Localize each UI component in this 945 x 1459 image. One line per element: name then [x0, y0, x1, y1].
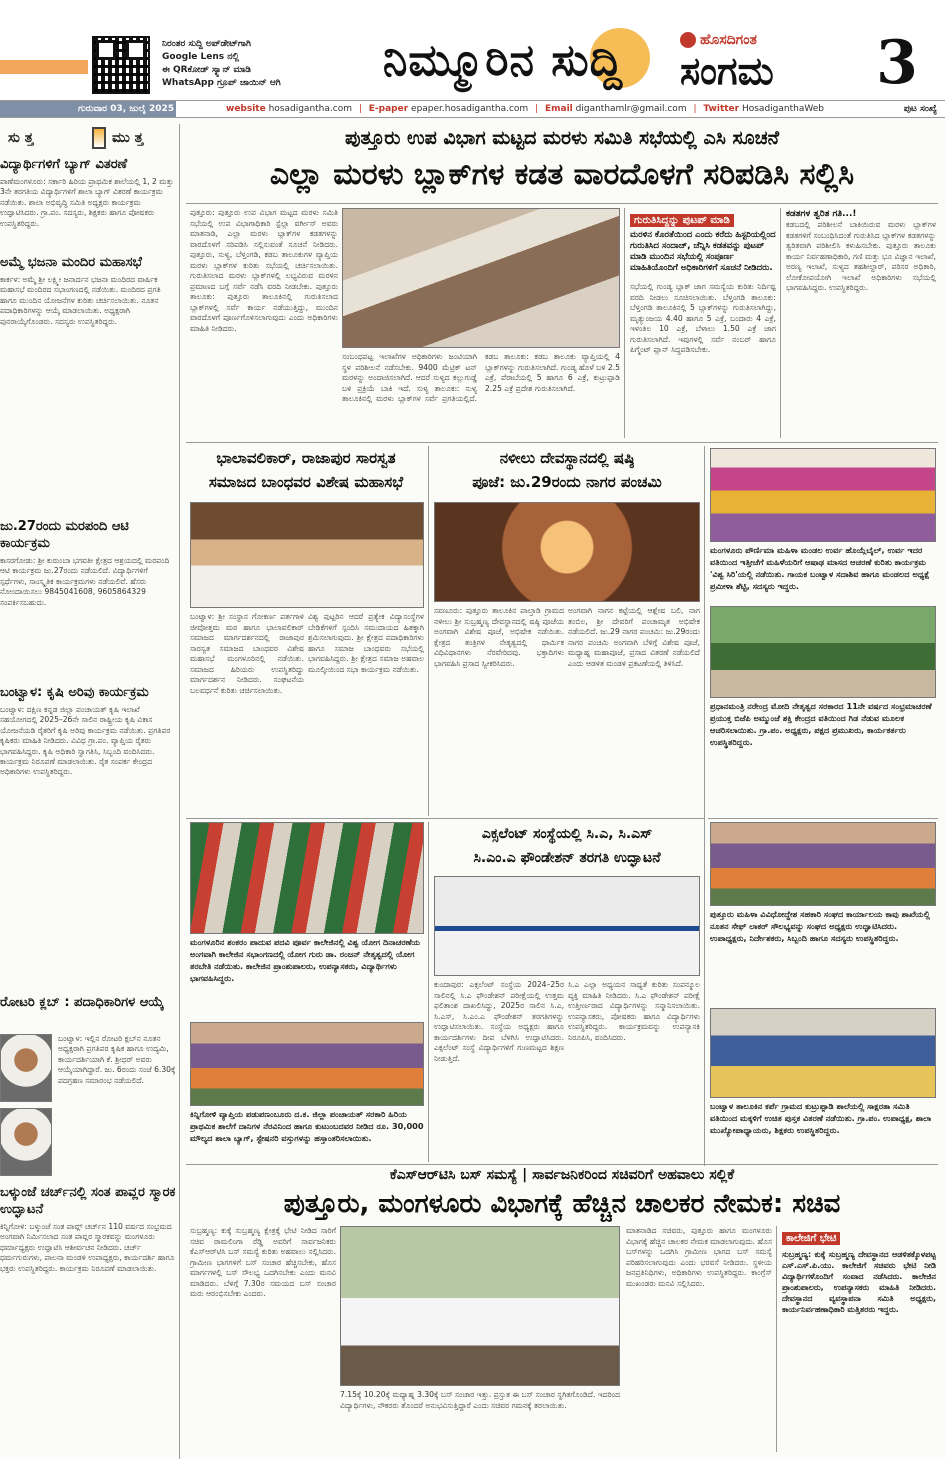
tree-planting-photo [710, 606, 936, 698]
qr-accent-bar [0, 60, 88, 74]
college-visit-title: ಕಾಲೇಜಿಗೆ ಭೇಟಿ [782, 1232, 840, 1245]
sidebar-story-headline: ವಿದ್ಯಾರ್ಥಿಗಳಿಗೆ ಬ್ಯಾಗ್ ವಿತರಣೆ [0, 157, 128, 172]
college-visit-box [782, 1226, 936, 1452]
promo-line: WhatsApp ಗ್ರೂಪ್ ಜಾಯಿನ್ ಆಗಿ [162, 78, 281, 88]
brand-logo-icon [680, 32, 696, 48]
epaper-link[interactable]: epaper.hosadigantha.com [411, 104, 529, 114]
divider [780, 208, 781, 438]
separator: | [358, 104, 362, 114]
book-distribution-photo [710, 1008, 936, 1098]
minister-visit-photo [340, 1226, 620, 1386]
divider [704, 446, 705, 1166]
lead-column-4-kicker: ಕಡತಗಳ ತ್ವರಿತ ಗತಿ...! [786, 209, 857, 219]
excellent-column-2: ಸಿ.ಎ ಎಲ್ಲಾ ಅಧ್ಯಯನ ಸಾಧ್ಯತೆ ಕುರಿತು ಸಂಪನ್ಮೂಲ ವ್ಯಕ್ತಿ ಮಾಹಿತಿ ನೀಡಿದರು. ಸಿ.ಎ ಫೌಂಡೇಶನ್ ಪರೀಕ್ಷೆ ಉತ್ತೀರ್ಣರಾದ ವಿದ್ಯಾರ್ಥಿಗಳನ್ನು ಸನ್ಮಾನಿಸಲಾಯಿತು. ಉಪನ್ಯಾಸಕರು, ಪೋಷಕರು ಹಾಗೂ ವಿದ್ಯಾರ್ಥಿಗಳು ಉಪಸ್ಥಿತರಿದ್ದರು. ಕಾರ್ಯಕ್ರಮವನ್ನು ಉಪನ್ಯಾಸಕಿ ನಿರೂಪಿಸಿ, ವಂದಿಸಿದರು. [568, 980, 700, 1042]
headline-line: ನಳೀಲು ದೇವಸ್ಥಾನದಲ್ಲಿ ಷಷ್ಠಿ [499, 449, 635, 467]
sidebar-story-headline: ಬಳ್ಕುಂಜೆ ಚರ್ಚ್‌ನಲ್ಲಿ ಸಂತ ಪಾವ್ಲರ ಸ್ಮಾರಕ ಉದ್ಘಾಟನೆ [0, 1185, 176, 1217]
masthead-title: ನಿಮ್ಮೂರಿನ ಸುದ್ದಿ [382, 35, 624, 86]
photo-caption: ಮಂಗಳೂರು ಪೌರ್ಣಿಮಾ ಮಹಿಳಾ ಮಂಡಲ ಉರ್ವ ಹೊಯ್ಗೆಬೈಲ್, ಉರ್ವ ಇದರ ವತಿಯಿಂದ ಇತ್ತೀಚೆಗೆ ಮಹಿಳೆಯರಿಗೆ ಆಷಾಢ ಮಾಸದ ಆಚರಣೆ ಕುರಿತು ಕಾರ್ಯಕ್ರಮ 'ವಿಶ್ವ ಸಿರಿ'ಯಲ್ಲಿ ನಡೆಯಿತು. ಗಾಯಕ ಬಂಟ್ವಾಳ ಸದಾಶಿವ ಹಾಗೂ ಮಂಡಲದ ಅಧ್ಯಕ್ಷೆ ಪ್ರಮೀಳಾ ಶೆಟ್ಟಿ, ಸದಸ್ಯರು ಇದ್ದರು. [710, 545, 930, 591]
sidebar-logo [0, 124, 180, 154]
headline-line: ಸಿ.ಎಂ.ಎ ಫೌಂಡೇಶನ್ ತರಗತಿ ಉದ್ಘಾಟನೆ [473, 850, 661, 866]
portrait-photo [0, 1034, 52, 1102]
lead-box-title: ಗುರುತಿಸಿದ್ದನ್ನು ಪುಟಪ್ ಮಾಡಿ [630, 214, 734, 227]
sidebar-logo-left: ಸು ತ್ತ [8, 130, 34, 146]
lead-box-lead: ಮರಳಿನ ಕೊರತೆಯಿಂದ ಎಂದು ಕರೆದು ಹಿಸ್ಟರಿಯಲ್ಲಿಂದ ಗುರುತಿಸಿದ ಸಂದಾಜ್, ಚೆನ್ನಿಸಿ ಕಡತವನ್ನು ಪುಟಪ್ ಮಾಡಿ ಮುಂದಿನ ಸಭೆಯಲ್ಲಿ ಸಂಪೂರ್ಣ ಮಾಹಿತಿಯೊಂದಿಗೆ ಅಧಿಕಾರಿಗಳಿಗೆ ಸೂಚನೆ ನೀಡಿದರು. [630, 230, 776, 273]
college-visit-body: ಸುಬ್ರಹ್ಮಣ್ಯ: ಕುಕ್ಕೆ ಸುಬ್ರಹ್ಮಣ್ಯ ದೇವಸ್ಥಾನದ ಆಡಳಿತಕ್ಕೊಳಪಟ್ಟ ಎಸ್.ಎಸ್.ಪಿ.ಯು. ಕಾಲೇಜಿಗೆ ಸಚಿವರು ಭೇಟಿ ನೀಡಿ ವಿದ್ಯಾರ್ಥಿಗಳೊಂದಿಗೆ ಸಂವಾದ ನಡೆಸಿದರು. ಕಾಲೇಜಿನ ಪ್ರಾಂಶುಪಾಲರು, ಉಪನ್ಯಾಸಕರು ಮಾಹಿತಿ ನೀಡಿದರು. ದೇವಸ್ಥಾನದ ವ್ಯವಸ್ಥಾಪನಾ ಸಮಿತಿ ಅಧ್ಯಕ್ಷರು, ಕಾರ್ಯನಿರ್ವಹಣಾಧಿಕಾರಿ ಮತ್ತಿತರರು ಇದ್ದರು. [782, 1250, 936, 1314]
bottom-column-1: ಸುಬ್ರಹ್ಮಣ್ಯ: ಕುಕ್ಕೆ ಸುಬ್ರಹ್ಮಣ್ಯ ಕ್ಷೇತ್ರಕ್ಕೆ ಭೇಟಿ ನೀಡಿದ ಸಾರಿಗೆ ಸಚಿವ ರಾಮಲಿಂಗಾ ರೆಡ್ಡಿ ಅವರಿಗೆ ಸಾರ್ವಜನಿಕರು ಕೆಎಸ್ಆರ್‌ಟಿಸಿ ಬಸ್ ಸಮಸ್ಯೆ ಕುರಿತು ಅಹವಾಲು ಸಲ್ಲಿಸಿದರು. ಗ್ರಾಮೀಣ ಭಾಗಗಳಿಗೆ ಬಸ್ ಸಂಚಾರ ಹೆಚ್ಚಿಸಬೇಕು, ಹೊಸ ಮಾರ್ಗಗಳಲ್ಲಿ ಬಸ್ ಸೌಲಭ್ಯ ಒದಗಿಸಬೇಕು ಎಂದು ಮನವಿ ಮಾಡಿದರು. ಬೆಳಿಗ್ಗೆ 7.30ರ ಸಮಯದ ಬಸ್ ಸಂಚಾರ ಮರು ಆರಂಭಿಸಬೇಕು ಎಂದರು. [190, 1226, 336, 1298]
photo-caption: ಬಂಟ್ವಾಳ ತಾಲೂಕಿನ ಕರ್ಪೆ ಗ್ರಾಮದ ಕುಟ್ರುಪ್ಪಾಡಿ ಶಾಲೆಯಲ್ಲಿ ಸಾಕ್ಷರತಾ ಸಮಿತಿ ವತಿಯಿಂದ ಮಕ್ಕಳಿಗೆ ಉಚಿತ ಪುಸ್ತಕ ವಿತರಣೆ ನಡೆಯಿತು. ಗ್ರಾ.ಪಂ. ಉಪಾಧ್ಯಕ್ಷ, ಶಾಲಾ ಮುಖ್ಯೋಪಾಧ್ಯಾಯರು, ಶಿಕ್ಷಕರು ಉಪಸ್ಥಿತರಿದ್ದರು. [710, 1101, 932, 1135]
meeting-stage-photo [190, 502, 424, 608]
promo-line: ನಿರಂತರ ಸುದ್ದಿ ಅಪ್‌ಡೇಟ್‌ಗಾಗಿ [162, 39, 251, 49]
issue-date: ಗುರುವಾರ 03, ಜುಲೈ 2025 [0, 101, 176, 117]
sidebar-story[interactable] [0, 156, 176, 248]
sidebar-story-headline: ಜು.27ರಂದು ಮರಪಂದಿ ಆಟಿ ಕಾರ್ಯಕ್ರಮ [0, 519, 129, 551]
lead-kicker: ಪುತ್ತೂರು ಉಪ ವಿಭಾಗ ಮಟ್ಟದ ಮರಳು ಸಮಿತಿ ಸಭೆಯಲ್ಲಿ ಎಸಿ ಸೂಚನೆ [345, 127, 779, 149]
sidebar-story[interactable] [0, 684, 176, 974]
sidebar-story-body: ಬಂಟ್ವಾಳ: ಇಲ್ಲಿನ ರೋಟರಿ ಕ್ಲಬ್‌ನ ನೂತನ ಅಧ್ಯಕ್ಷರಾಗಿ ಪ್ರಗತಿಪರ ಕೃಷಿಕ ಹಾಗೂ ಉದ್ಯಮಿ, ಕಾರ್ಯದರ್ಶಿಯಾಗಿ ಕೆ. ಶ್ರೀಧರ್ ಅವರು ಆಯ್ಕೆಯಾಗಿದ್ದಾರೆ. ಜು. 6ರಂದು ಸಂಜೆ 6.30ಕ್ಕೆ ಪದಗ್ರಹಣ ಸಮಾರಂಭ ನಡೆಯಲಿದೆ. [58, 1034, 176, 1085]
sidebar-story[interactable] [0, 1184, 176, 1454]
bhalavalikar-headline[interactable] [186, 446, 426, 498]
sidebar-story[interactable] [0, 518, 176, 668]
award-ceremony-photo [434, 876, 700, 976]
bhalavalikar-column-2: ವಿಶ್ವ ಪುಟ್ಟರಿನ ಆದರೆ ಪ್ರತ್ಯೇಕ ವಿದ್ಯಾಸಂಸ್ಥೆಗಳ ಬೇಡಿಕೆಗಳಿಗೆ ಸ್ಪಂದಿಸಿ ಸಮುದಾಯದ ಹಿತಕ್ಕಾಗಿ ಶ್ರಮಿಸಲಾಗುವುದು. ಶ್ರೀ ಕ್ಷೇತ್ರದ ಪದಾಧಿಕಾರಿಗಳು ಹಾಗೂ ಸಮಾಜ ಬಾಂಧವರು ಸಭೆಯಲ್ಲಿ ಭಾಗವಹಿಸಿದ್ದರು. ಶ್ರೀ ಕ್ಷೇತ್ರದ ಸಮಾಜ ಅಹವಾಲ ಮೂಲ್ಕೀಯಿಂದ ಸಭಾ ಕಾರ್ಯಕ್ರಮ ನಡೆಯಿತು. [308, 612, 424, 674]
divider [624, 208, 625, 438]
meeting-photo [342, 208, 620, 348]
masthead [0, 0, 945, 100]
portrait-photo [0, 1108, 52, 1176]
divider [776, 1226, 777, 1452]
promo-line: ಈ QRಕೋಡ್ ಸ್ಕ್ಯಾನ್ ಮಾಡಿ [162, 65, 251, 75]
contact-links [226, 101, 824, 117]
lead-column-3: ಸಭೆಯಲ್ಲಿ ಗುಂಡ್ಯ ಬ್ಲಾಕ್ ಜಾಗ ಸಮಸ್ಯೆಯ ಕುರಿತು ನಿರ್ದಿಷ್ಟ ವರದಿ ನೀಡಲು ಸೂಚಿಸಲಾಯಿತು. ಬೆಳ್ತಂಗಡಿ ತಾಲೂಕು: ಬೆಳ್ತಂಗಡಿ ತಾಲೂಕಿನಲ್ಲಿ 5 ಬ್ಲಾಕ್‌ಗಳನ್ನು ಗುರುತಿಸಲಾಗಿದ್ದು, ಮೃತ್ಯುಂಜಯ 4.40 ಹಾಗೂ 5 ಎಕ್ರೆ, ಬಂದಾರು 4 ಎಕ್ರೆ, ಇಳಂತಿಲ 10 ಎಕ್ರೆ, ಬೆಳಾಲು 1.50 ಎಕ್ರೆ ಜಾಗ ಗುರುತಿಸಲಾಗಿದೆ. ಇವುಗಳಲ್ಲಿ ಸರ್ವೆ ನಂಬರ್ ಹಾಗೂ ಪಿಗ್ಮೆಂಟ್ ಪ್ಲಾನ್ ಸಿದ್ಧಪಡಿಸಬೇಕು. [630, 282, 776, 354]
sidebar-suttamutta [0, 124, 180, 1459]
email-link[interactable]: diganthamlr@gmail.com [575, 104, 687, 114]
sidebar-story-body: ಕಾಸರಗೋಡು: ಶ್ರೀ ಕುರುಂಬಾ ಭಗವತೀ ಕ್ಷೇತ್ರದ ಆಶ್ರಯದಲ್ಲಿ ಮರಪಂದಿ ಆಟಿ ಕಾರ್ಯಕ್ರಮ ಜು.27ರಂದು ನಡೆಯಲಿದೆ. ವಿದ್ಯಾರ್ಥಿಗಳಿಗೆ ಸ್ಪರ್ಧೆಗಳು, ಸಾಂಸ್ಕೃತಿಕ ಕಾರ್ಯಕ್ರಮಗಳು ನಡೆಯಲಿವೆ. ಹೆಸರು ನೋಂದಾಯಿಸಲು 9845041608, 9605864329 ಸಂಪರ್ಕಿಸಬಹುದು. [0, 556, 170, 607]
photo-caption: ಕಿನ್ನಿಗೋಳಿ ವ್ಯಾಪ್ತಿಯ ಪಡುಪಣಂಬೂರು ದ.ಕ. ಜಿಲ್ಲಾ ಪಂಚಾಯತ್ ಸರಕಾರಿ ಹಿರಿಯ ಪ್ರಾಥಮಿಕ ಶಾಲೆಗೆ ದಾನಿಗಳ ನೆರವಿನಿಂದ ಹಾಗೂ ಕುಟುಂಬದವರ ನೀಡಿದ ರೂ. 30,000 ಮೌಲ್ಯದ ಶಾಲಾ ಬ್ಯಾಗ್, ಸ್ಟೇಷನರಿ ವಸ್ತುಗಳನ್ನು ಹಸ್ತಾಂತರಿಸಲಾಯಿತು. [190, 1109, 424, 1143]
page-number: 3 [876, 28, 918, 98]
bhalavalikar-column-1: ಬಂಟ್ವಾಳ: ಶ್ರೀ ಸಂಸ್ಥಾನ ಗೋಕರ್ಣ ಪರ್ತಗಾಳಿ ಜೀವೋತ್ತಮ ಮಠ ಹಾಗೂ ಭಾಲಾವಲಿಕಾರ್ ಸಮಾಜದ ಮಾರ್ಗದರ್ಶನದಲ್ಲಿ ರಾಜಾಪುರ ಸಾರಸ್ವತ ಸಮಾಜದ ಬಾಂಧವರ ವಿಶೇಷ ಮಹಾಸಭೆ ಮಂಗಳೂರಿನಲ್ಲಿ ನಡೆಯಿತು. ಸಮಾಜದ ಹಿರಿಯರು ಉಪಸ್ಥಿತರಿದ್ದು ಮಾರ್ಗದರ್ಶನ ನೀಡಿದರು. ಸಂಘಟನೆಯ ಬಲವರ್ಧನೆ ಕುರಿತು ಚರ್ಚಿಸಲಾಯಿತು. [190, 612, 304, 695]
sidebar-story-headline: ಬಂಟ್ವಾಳ: ಕೃಷಿ ಅರಿವು ಕಾರ್ಯಕ್ರಮ [0, 685, 149, 700]
nalilu-column-1: ಸವಣೂರು: ಪುತ್ತೂರು ತಾಲೂಕಿನ ಪಾಲ್ತಾಡಿ ಗ್ರಾಮದ ನಳೀಲು ಶ್ರೀ ಸುಬ್ರಹ್ಮಣ್ಯ ದೇವಸ್ಥಾನದಲ್ಲಿ ಷಷ್ಠಿ ಪೂಜೆಯ ಅಂಗವಾಗಿ ವಿಶೇಷ ಪೂಜೆ, ಅಭಿಷೇಕ ನಡೆಯಿತು. ಕ್ಷೇತ್ರದ ತಂತ್ರಿಗಳ ನೇತೃತ್ವದಲ್ಲಿ ಧಾರ್ಮಿಕ ವಿಧಿವಿಧಾನಗಳು ನೆರವೇರಿದವು. ಭಕ್ತಾದಿಗಳು ಭಾಗವಹಿಸಿ ಪ್ರಸಾದ ಸ್ವೀಕರಿಸಿದರು. [434, 606, 564, 668]
headline-line: ಭಾಲಾವಲಿಕಾರ್, ರಾಜಾಪುರ ಸಾರಸ್ವತ [216, 449, 396, 467]
sidebar-story-body: ಕಿನ್ನಿಗೋಳಿ: ಬಳ್ಕುಂಜೆ ಸಂತ ಪಾವ್ಲ್ ಚರ್ಚ್‌ನ 110 ವರ್ಷದ ಸಂಭ್ರಮದ ಅಂಗವಾಗಿ ನಿರ್ಮಿಸಲಾದ ಸಂತ ಪಾವ್ಲರ ಸ್ಮಾರಕವನ್ನು ಮಂಗಳೂರು ಧರ್ಮಾಧ್ಯಕ್ಷರು ಉದ್ಘಾಟಿಸಿ ಆಶೀರ್ವಚನ ನೀಡಿದರು. ಚರ್ಚ್ ಧರ್ಮಗುರುಗಳು, ಪಾಲನಾ ಮಂಡಳಿ ಉಪಾಧ್ಯಕ್ಷರು, ಕಾರ್ಯದರ್ಶಿ ಹಾಗೂ ಭಕ್ತರು ಉಪಸ್ಥಿತರಿದ್ದರು. ಕಾರ್ಯಕ್ರಮ ನಿರೂಪಣೆ ಮಾಡಲಾಯಿತು. [0, 1222, 175, 1273]
nalilu-headline[interactable] [432, 446, 702, 498]
temple-photo [434, 502, 700, 602]
divider [428, 822, 429, 1162]
website-link[interactable]: hosadigantha.com [268, 104, 352, 114]
excellent-headline[interactable] [432, 822, 702, 874]
headline-line: ಎಕ್ಸಲೆಂಟ್ ಸಂಸ್ಥೆಯಲ್ಲಿ ಸಿ.ಎ, ಸಿ.ಎಸ್ [481, 826, 653, 842]
sidebar-story-headline: ಅಮ್ಮೆ ಭಜನಾ ಮಂದಿರ ಮಹಾಸಭೆ [0, 255, 142, 270]
website-label: website [226, 104, 266, 114]
sidebar-story-headline: ರೋಟರಿ ಕ್ಲಬ್ : ಪದಾಧಿಕಾರಿಗಳ ಆಯ್ಕೆ [0, 995, 164, 1010]
cooperative-society-photo [710, 822, 936, 906]
headline-line: ಸಮಾಜದ ಬಾಂಧವರ ವಿಶೇಷ ಮಹಾಸಭೆ [208, 473, 404, 491]
qr-promo-text [162, 38, 332, 90]
lead-column-2: ಸಂಬಂಧಪಟ್ಟ ಇಲಾಖೆಗಳ ಅಧಿಕಾರಿಗಳು ಜಂಟಿಯಾಗಿ ಸ್ಥಳ ಪರಿಶೀಲನೆ ನಡೆಸಬೇಕು. 9400 ಮೆಟ್ರಿಕ್ ಟನ್ ಮರಳನ್ನು ಅಂದಾಜಿಸಲಾಗಿದೆ. ಆದರೆ ಸುಳ್ಯದ ಕಲ್ಲುಗುಡ್ಡೆ ಬಳಿ ಪ್ರಕ್ರಿಯೆ ಬಾಕಿ ಇದೆ. ಸುಳ್ಯ ತಾಲೂಕು: ಸುಳ್ಯ ತಾಲೂಕಿನಲ್ಲಿ ಮರಳು ಬ್ಲಾಕ್‌ಗಳ ಸರ್ವೆ ಪ್ರಗತಿಯಲ್ಲಿದೆ. ಕಡಬ ತಾಲೂಕು: ಕಡಬ ತಾಲೂಕು ವ್ಯಾಪ್ತಿಯಲ್ಲಿ 4 ಬ್ಲಾಕ್‌ಗಳನ್ನು ಗುರುತಿಸಲಾಗಿದೆ. ಗುಂಡ್ಯ ಹೊಳೆ ಬಳಿ 2.5 ಎಕ್ರೆ, ಪೆರಾಬೆಯಲ್ಲಿ 5 ಹಾಗೂ 6 ಎಕ್ರೆ, ಕುಟ್ರುಪ್ಪಾಡಿ 2.25 ಎಕ್ರೆ ಪ್ರದೇಶ ಗುರುತಿಸಲಾಗಿದೆ. [342, 352, 620, 403]
sidebar-story-body: ಬಂಟ್ವಾಳ: ದಕ್ಷಿಣ ಕನ್ನಡ ಜಿಲ್ಲಾ ಪಂಚಾಯತ್ ಕೃಷಿ ಇಲಾಖೆ ಸಹಯೋಗದಲ್ಲಿ 2025–26ನೇ ಸಾಲಿನ ರಾಷ್ಟ್ರೀಯ ಕೃಷಿ ವಿಕಾಸ ಯೋಜನೆಯಡಿ ರೈತರಿಗೆ ಕೃಷಿ ಅರಿವು ಕಾರ್ಯಕ್ರಮ ನಡೆಯಿತು. ಪ್ರಗತಿಪರ ಕೃಷಿಕರು ಮಾಹಿತಿ ನೀಡಿದರು. ವಿವಿಧ ಗ್ರಾ.ಪಂ. ವ್ಯಾಪ್ತಿಯ ರೈತರು ಭಾಗವಹಿಸಿದ್ದರು. ಕೃಷಿ ಅಧಿಕಾರಿ ಸ್ವಾಗತಿಸಿ, ಸಿಬ್ಬಂದಿ ವಂದಿಸಿದರು. ಕಾರ್ಯಕ್ರಮ ನಿರೂಪಣೆ ಮಾಡಲಾಯಿತು. ರೈತ ಸಂಪರ್ಕ ಕೇಂದ್ರದ ಅಧಿಕಾರಿಗಳು ಉಪಸ್ಥಿತರಿದ್ದರು. [0, 705, 171, 777]
sidebar-story-body: ಕಾರ್ಕಳ: ಅಮ್ಮೆ ಶ್ರೀ ಲಕ್ಷ್ಮೀ ಜನಾರ್ದನ ಭಜನಾ ಮಂದಿರದ ವಾರ್ಷಿಕ ಮಹಾಸಭೆ ಮಂದಿರದ ಸಭಾಂಗಣದಲ್ಲಿ ನಡೆಯಿತು. ಮಂದಿರದ ಪ್ರಗತಿ ಹಾಗೂ ಮುಂದಿನ ಯೋಜನೆಗಳ ಕುರಿತು ಚರ್ಚಿಸಲಾಯಿತು. ನೂತನ ಪದಾಧಿಕಾರಿಗಳನ್ನು ಆಯ್ಕೆ ಮಾಡಲಾಯಿತು. ಅಧ್ಯಕ್ಷರಾಗಿ ಪುನರಾಯ್ಕೆಗೊಂಡರು. ಸದಸ್ಯರು ಉಪಸ್ಥಿತರಿದ್ದರು. [0, 275, 161, 326]
divider [428, 446, 429, 816]
separator: | [693, 104, 697, 114]
bottom-headline-block [186, 1165, 938, 1223]
photo-caption: ಪುತ್ತೂರು ಮಹಿಳಾ ವಿವಿಧೋದ್ದೇಶ ಸಹಕಾರಿ ಸಂಘದ ಕಾರ್ಯಾಲಯ ಕಾವು ಶಾಖೆಯಲ್ಲಿ ನೂತನ ಸೇಫ್ ಲಾಕರ್ ಸೌಲಭ್ಯವನ್ನು ಸಂಘದ ಅಧ್ಯಕ್ಷರು ಉದ್ಘಾಟಿಸಿದರು. ಉಪಾಧ್ಯಕ್ಷರು, ನಿರ್ದೇಶಕರು, ಸಿಬ್ಬಂದಿ ಹಾಗೂ ಸದಸ್ಯರು ಉಪಸ್ಥಿತರಿದ್ದರು. [710, 909, 931, 943]
brand [680, 30, 840, 96]
photo-caption: ಮಂಗಳೂರಿನ ಶಂಕರಂ ಪಾದುವ ಪದವಿ ಪೂರ್ವ ಕಾಲೇಜಿನಲ್ಲಿ ವಿಶ್ವ ಯೋಗ ದಿನಾಚರಣೆಯ ಅಂಗವಾಗಿ ಕಾಲೇಜಿನ ಸಭಾಂಗಣದಲ್ಲಿ ಯೋಗ ಗುರು ಡಾ. ರಂಜನ್ ನೇತೃತ್ವದಲ್ಲಿ ಯೋಗ ತರಬೇತಿ ನಡೆಯಿತು. ಕಾಲೇಜಿನ ಪ್ರಾಂಶುಪಾಲರು, ಉಪನ್ಯಾಸಕರು, ವಿದ್ಯಾರ್ಥಿಗಳು ಭಾಗವಹಿಸಿದ್ದರು. [190, 937, 421, 983]
bottom-column-2: 7.15ಕ್ಕೆ 10.20ಕ್ಕೆ ಮಧ್ಯಾಹ್ನ 3.30ಕ್ಕೆ ಬಸ್ ಸಂಚಾರ ಇತ್ತು. ಪ್ರಸ್ತುತ ಈ ಬಸ್ ಸಂಚಾರ ಸ್ಥಗಿತಗೊಂಡಿದೆ. ಇದರಿಂದ ವಿದ್ಯಾರ್ಥಿಗಳು, ನೌಕರರು ತೊಂದರೆ ಅನುಭವಿಸುತ್ತಿದ್ದಾರೆ ಎಂದು ಸಚಿವರ ಗಮನಕ್ಕೆ ತರಲಾಯಿತು. [340, 1390, 620, 1410]
yoga-day-photo [190, 822, 424, 934]
sidebar-logo-icon [92, 127, 106, 149]
sidebar-story-body: ಪಾಣೆಮಂಗಳೂರು: ಸರ್ಕಾರಿ ಹಿರಿಯ ಪ್ರಾಥಮಿಕ ಶಾಲೆಯಲ್ಲಿ 1, 2 ಮತ್ತು 3ನೇ ತರಗತಿಯ ವಿದ್ಯಾರ್ಥಿಗಳಿಗೆ ಶಾಲಾ ಬ್ಯಾಗ್ ವಿತರಣೆ ಕಾರ್ಯಕ್ರಮ ನಡೆಯಿತು. ಶಾಲಾ ಅಭಿವೃದ್ಧಿ ಸಮಿತಿ ಅಧ್ಯಕ್ಷರು ಕಾರ್ಯಕ್ರಮ ಉದ್ಘಾಟಿಸಿದರು. ಗ್ರಾ.ಪಂ. ಸದಸ್ಯರು, ಶಿಕ್ಷಕರು ಹಾಗೂ ಪೋಷಕರು ಉಪಸ್ಥಿತರಿದ್ದರು. [0, 177, 174, 228]
twitter-label: Twitter [703, 104, 740, 114]
twitter-link[interactable]: HosadiganthaWeb [741, 104, 824, 114]
separator: | [535, 104, 539, 114]
bottom-kicker: ಕೆಎಸ್ಆರ್‌ಟಿಸಿ ಬಸ್ ಸಮಸ್ಯೆ | ಸಾರ್ವಜನಿಕರಿಂದ ಸಚಿವರಿಗೆ ಅಹವಾಲು ಸಲ್ಲಿಕೆ [389, 1167, 735, 1183]
divider [708, 818, 938, 819]
info-bar [0, 100, 945, 118]
women-association-photo [710, 448, 936, 542]
nalilu-column-2: ಅಂಗವಾಗಿ ನಾಗನ ಕಟ್ಟೆಯಲ್ಲಿ ಆಶ್ಲೇಷ ಬಲಿ, ನಾಗ ತಂಬಿಲ, ಶ್ರೀ ದೇವರಿಗೆ ಪಂಚಾಮೃತ ಅಭಿಷೇಕ ನಡೆಯಲಿದೆ. ಜು.29 ನಾಗರ ಪಂಚಮಿ: ಜು.29ರಂದು ನಾಗರ ಪಂಚಮಿ ಅಂಗವಾಗಿ ಬೆಳಿಗ್ಗೆ ವಿಶೇಷ ಪೂಜೆ, ಮಧ್ಯಾಹ್ನ ಮಹಾಪೂಜೆ, ಪ್ರಸಾದ ವಿತರಣೆ ನಡೆಯಲಿದೆ ಎಂದು ಆಡಳಿತ ಮಂಡಳಿ ಪ್ರಕಟಣೆಯಲ್ಲಿ ತಿಳಿಸಿದೆ. [568, 606, 700, 668]
lead-headline[interactable]: ಎಲ್ಲಾ ಮರಳು ಬ್ಲಾಕ್‌ಗಳ ಕಡತ ವಾರದೊಳಗೆ ಸರಿಪಡಿಸಿ ಸಲ್ಲಿಸಿ [269, 157, 855, 192]
photo-caption: ಪ್ರಧಾನಮಂತ್ರಿ ನರೇಂದ್ರ ಮೋದಿ ನೇತೃತ್ವದ ಸರಕಾರದ 11ನೇ ವರ್ಷದ ಸಂಭ್ರಮಾಚರಣೆ ಪ್ರಯುಕ್ತ ಬಿಜೆಪಿ ಅಮ್ಮುಂಜೆ ಶಕ್ತಿ ಕೇಂದ್ರದ ವತಿಯಿಂದ ಗಿಡ ನೆಡುವ ಮೂಲಕ ಆಚರಿಸಲಾಯಿತು. ಗ್ರಾ.ಪಂ. ಅಧ್ಯಕ್ಷರು, ಪಕ್ಷದ ಪ್ರಮುಖರು, ಕಾರ್ಯಕರ್ತರು ಉಪಸ್ಥಿತರಿದ್ದರು. [710, 701, 932, 747]
sidebar-story[interactable] [0, 254, 176, 402]
school-students-photo [190, 1022, 424, 1106]
bottom-headline[interactable]: ಪುತ್ತೂರು, ಮಂಗಳೂರು ವಿಭಾಗಕ್ಕೆ ಹೆಚ್ಚಿನ ಚಾಲಕರ ನೇಮಕ: ಸಚಿವ [283, 1189, 841, 1219]
divider [186, 203, 938, 204]
sidebar-logo-right: ಮು ತ್ತ [112, 130, 144, 146]
promo-line: Google Lens ನಲ್ಲಿ [162, 52, 240, 62]
headline-line: ಪೂಜೆ: ಜು.29ರಂದು ನಾಗರ ಪಂಚಮಿ [472, 473, 662, 491]
epaper-label: E-paper [368, 104, 409, 114]
divider [186, 442, 938, 443]
page-tag: ಪುಟ ಸಂಖ್ಯೆ [903, 104, 937, 114]
brand-name: ಹೊಸದಿಗಂತ [700, 32, 757, 48]
excellent-column-1: ಕುಂದಾಪುರ: ಎಕ್ಸಲೆಂಟ್ ಸಂಸ್ಥೆಯ 2024–25ರ ಸಾಲಿನಲ್ಲಿ ಸಿ.ಎ ಫೌಂಡೇಶನ್ ಪರೀಕ್ಷೆಯಲ್ಲಿ ಉತ್ತಮ ಫಲಿತಾಂಶ ದಾಖಲಿಸಿದ್ದು, 2025ರ ಸಾಲಿನ ಸಿ.ಎ, ಸಿ.ಎಸ್, ಸಿ.ಎಂ.ಎ ಫೌಂಡೇಶನ್ ತರಗತಿಗಳನ್ನು ಉದ್ಘಾಟಿಸಲಾಯಿತು. ಸಂಸ್ಥೆಯ ಅಧ್ಯಕ್ಷರು ಹಾಗೂ ಕಾರ್ಯದರ್ಶಿಗಳು ದೀಪ ಬೆಳಗಿಸಿ ಉದ್ಘಾಟಿಸಿದರು. ಎಕ್ಸಲೆಂಟ್ ಸಂಸ್ಥೆ ವಿದ್ಯಾರ್ಥಿಗಳಿಗೆ ಗುಣಮಟ್ಟದ ಶಿಕ್ಷಣ ನೀಡುತ್ತಿದೆ. [434, 980, 564, 1063]
lead-highlight-box [630, 208, 776, 278]
qr-code-icon[interactable] [92, 36, 150, 94]
divider [186, 818, 704, 819]
email-label: Email [544, 104, 573, 114]
lead-column-4-body: ಕಡಬದಲ್ಲಿ ಪರಿಶೀಲನೆ ಬಾಕಿಯಿರುವ ಮರಳು ಬ್ಲಾಕ್‌ಗಳ ಕಡತಗಳಿಗೆ ಸಂಬಂಧಿಸಿದಂತೆ ಗುರುತಿಸಿದ ಬ್ಲಾಕ್‌ಗಳ ಕಡತಗಳನ್ನು ತ್ವರಿತವಾಗಿ ಪರಿಶೀಲಿಸಿ ಕಳುಹಿಸಬೇಕು. ಪುತ್ತೂರು ತಾಲೂಕು ಕಾರ್ಯ ನಿರ್ವಹಣಾಧಿಕಾರಿ, ಗಣಿ ಮತ್ತು ಭೂ ವಿಜ್ಞಾನ ಇಲಾಖೆ, ಅರಣ್ಯ ಇಲಾಖೆ, ಸುಳ್ಯದ ತಹಶೀಲ್ದಾರ್, ಪರಿಸರ ಅಧಿಕಾರಿ, ಲೋಕೋಪಯೋಗಿ ಇಲಾಖೆ ಅಧಿಕಾರಿಗಳು ಸಭೆಯಲ್ಲಿ ಭಾಗವಹಿಸಿದ್ದರು. ಉಪಸ್ಥಿತರಿದ್ದರು. [786, 220, 936, 292]
lead-column-1: ಪುತ್ತೂರು: ಪುತ್ತೂರು ಉಪ ವಿಭಾಗ ಮಟ್ಟದ ಮರಳು ಸಮಿತಿ ಸಭೆಯಲ್ಲಿ ಉಪ ವಿಭಾಗಾಧಿಕಾರಿ ಸ್ಟೆಲ್ಲಾ ವರ್ಗೀಸ್ ಅವರು ಮಾತನಾಡಿ, ಎಲ್ಲಾ ಮರಳು ಬ್ಲಾಕ್‌ಗಳ ಕಡತಗಳನ್ನು ವಾರದೊಳಗೆ ಸರಿಪಡಿಸಿ ಸಲ್ಲಿಸುವಂತೆ ಸೂಚನೆ ನೀಡಿದರು. ಪುತ್ತೂರು, ಸುಳ್ಯ, ಬೆಳ್ತಂಗಡಿ, ಕಡಬ ತಾಲೂಕುಗಳ ವ್ಯಾಪ್ತಿಯ ಮರಳು ಬ್ಲಾಕ್‌ಗಳ ಕುರಿತು ಸಭೆಯಲ್ಲಿ ಚರ್ಚಿಸಲಾಯಿತು. ಗುರುತಿಸಲಾದ ಮರಳು ಬ್ಲಾಕ್‌ಗಳಲ್ಲಿ ಲಭ್ಯವಿರುವ ಮರಳಿನ ಪ್ರಮಾಣದ ಬಗ್ಗೆ ಸರ್ವೆ ನಡೆಸಿ ವರದಿ ನೀಡಬೇಕು. ಪುತ್ತೂರು ತಾಲೂಕು: ಪುತ್ತೂರು ತಾಲೂಕಿನಲ್ಲಿ ಗುರುತಿಸಲಾದ ಬ್ಲಾಕ್‌ಗಳಲ್ಲಿ ಸರ್ವೆ ಕಾರ್ಯ ನಡೆಯುತ್ತಿದ್ದು, ಮುಂದಿನ ವಾರದೊಳಗೆ ಪೂರ್ಣಗೊಳಿಸಲಾಗುವುದು ಎಂದು ಅಧಿಕಾರಿಗಳು ಮಾಹಿತಿ ನೀಡಿದರು. [190, 208, 338, 333]
section-name: ಸಂಗಮ [680, 48, 774, 93]
bottom-column-3: ಮಾತನಾಡಿದ ಸಚಿವರು, ಪುತ್ತೂರು ಹಾಗೂ ಮಂಗಳೂರು ವಿಭಾಗಕ್ಕೆ ಹೆಚ್ಚಿನ ಚಾಲಕರ ನೇಮಕ ಮಾಡಲಾಗುವುದು. ಹೊಸ ಬಸ್‌ಗಳನ್ನು ಒದಗಿಸಿ ಗ್ರಾಮೀಣ ಭಾಗದ ಬಸ್ ಸಮಸ್ಯೆ ಪರಿಹರಿಸಲಾಗುವುದು ಎಂದು ಭರವಸೆ ನೀಡಿದರು. ಸ್ಥಳೀಯ ಜನಪ್ರತಿನಿಧಿಗಳು, ಅಧಿಕಾರಿಗಳು ಉಪಸ್ಥಿತರಿದ್ದರು. ಕಾಂಗ್ರೆಸ್ ಮುಖಂಡರು ಮನವಿ ಸಲ್ಲಿಸಿದರು. [626, 1226, 772, 1288]
sidebar-story[interactable] [0, 994, 176, 1184]
lead-column-4 [786, 208, 936, 438]
